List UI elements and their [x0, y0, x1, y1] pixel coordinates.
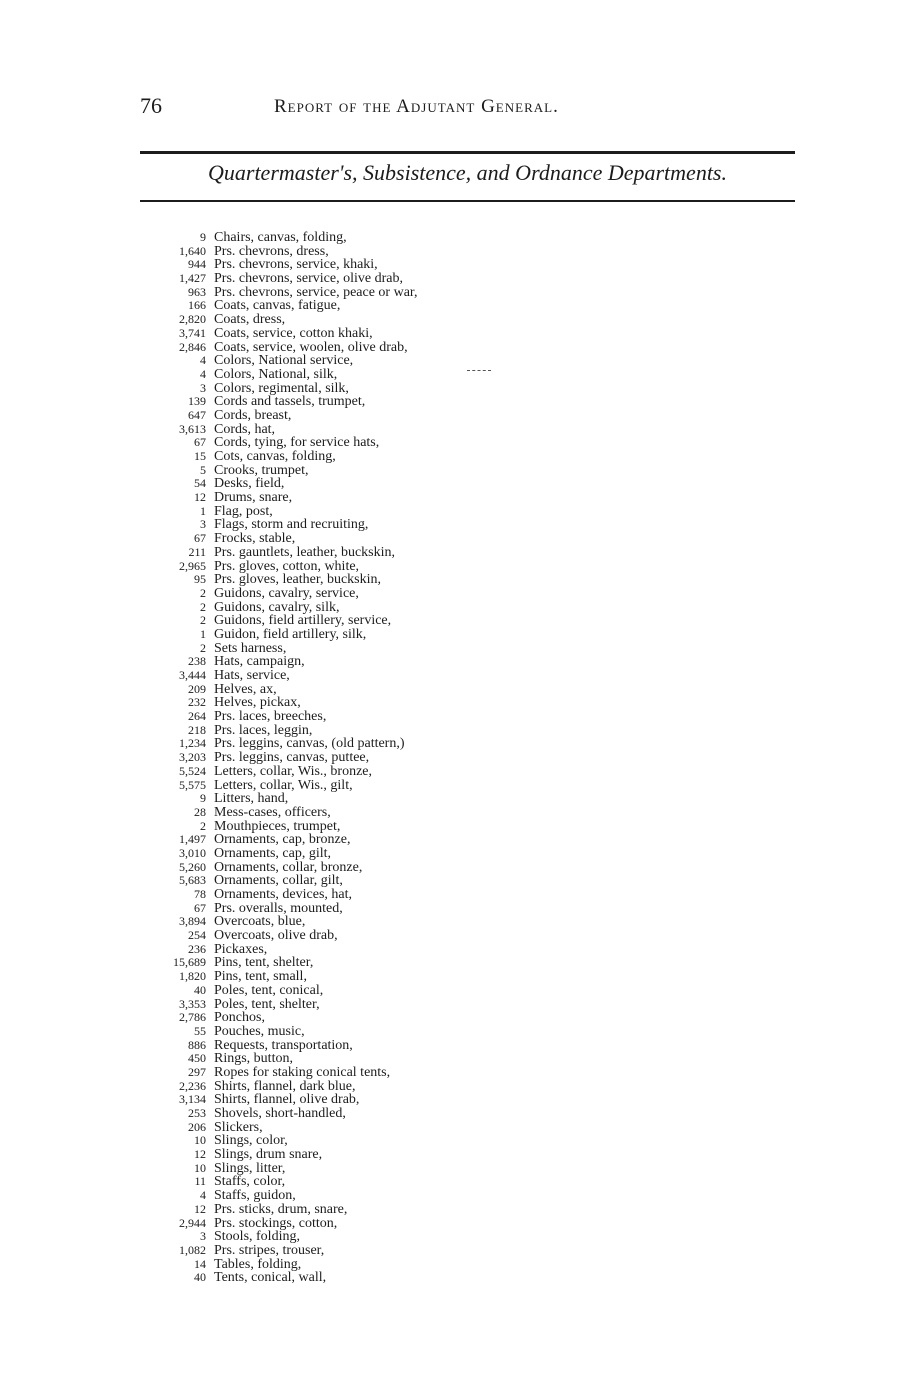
inventory-row: [150, 737, 530, 751]
item-quantity: 4: [200, 1188, 206, 1203]
item-description: Prs. chevrons, service, olive drab,: [214, 271, 403, 287]
inventory-row: [150, 587, 530, 601]
item-quantity: 963: [188, 284, 206, 299]
inventory-row: [150, 683, 530, 697]
inventory-row: [150, 1189, 530, 1203]
item-quantity: 3,894: [179, 914, 206, 929]
inventory-row: [150, 477, 530, 491]
inventory-row: [150, 601, 530, 615]
item-description: Pickaxes,: [214, 941, 268, 957]
item-quantity: 232: [188, 695, 206, 710]
item-description: Helves, ax,: [214, 681, 277, 697]
inventory-row: [150, 943, 530, 957]
item-description: Cords, breast,: [214, 407, 292, 423]
item-quantity: 3,613: [179, 421, 206, 436]
item-quantity: 2,965: [179, 558, 206, 573]
item-quantity: 3,134: [179, 1092, 206, 1107]
item-quantity: 647: [188, 407, 206, 422]
inventory-row: [150, 518, 530, 532]
item-quantity: 3,203: [179, 750, 206, 765]
inventory-row: [150, 1148, 530, 1162]
item-quantity: 2: [200, 613, 206, 628]
item-quantity: 67: [194, 900, 206, 915]
item-quantity: 2,820: [179, 312, 206, 327]
item-description: Staffs, color,: [214, 1174, 286, 1190]
item-quantity: 3: [200, 380, 206, 395]
inventory-row: [150, 765, 530, 779]
inventory-row: [150, 669, 530, 683]
item-description: Prs. gauntlets, leather, buckskin,: [214, 544, 396, 560]
inventory-row: [150, 956, 530, 970]
item-quantity: 10: [194, 1160, 206, 1175]
item-quantity: 2: [200, 818, 206, 833]
item-quantity: 5,575: [179, 777, 206, 792]
item-description: Ornaments, collar, gilt,: [214, 873, 343, 889]
item-description: Pins, tent, shelter,: [214, 955, 314, 971]
item-quantity: 14: [194, 1256, 206, 1271]
item-quantity: 3,353: [179, 996, 206, 1011]
inventory-row: [150, 833, 530, 847]
page-number: 76: [140, 93, 162, 118]
item-quantity: 5,524: [179, 763, 206, 778]
inventory-row: [150, 1052, 530, 1066]
inventory-row: [150, 628, 530, 642]
inventory-list: [150, 231, 530, 1285]
section-title: Quartermaster's, Subsistence, and Ordnance Departments.: [208, 160, 727, 185]
inventory-row: [150, 546, 530, 560]
item-description: Prs. chevrons, service, peace or war,: [214, 284, 418, 300]
item-quantity: 9: [200, 791, 206, 806]
inventory-row: [150, 1203, 530, 1217]
inventory-row: [150, 258, 530, 272]
item-description: Hats, campaign,: [214, 654, 305, 670]
item-description: Cots, canvas, folding,: [214, 449, 336, 464]
item-quantity: 1,234: [179, 736, 206, 751]
item-quantity: 28: [194, 804, 206, 819]
item-description: Hats, service,: [214, 668, 290, 683]
item-quantity: 254: [188, 928, 206, 943]
inventory-row: [150, 505, 530, 519]
inventory-row: [150, 984, 530, 998]
item-quantity: 1: [200, 626, 206, 641]
inventory-row: [150, 272, 530, 286]
item-description: Overcoats, blue,: [214, 914, 306, 930]
item-quantity: 2: [200, 640, 206, 655]
item-quantity: 1,497: [179, 832, 206, 847]
item-description: Ornaments, devices, hat,: [214, 887, 353, 902]
item-quantity: 3,741: [179, 325, 206, 340]
item-description: Rings, button,: [214, 1051, 293, 1067]
item-description: Pouches, music,: [214, 1023, 305, 1039]
inventory-row: [150, 929, 530, 943]
inventory-row: [150, 354, 530, 368]
inventory-row: [150, 779, 530, 793]
item-description: Ornaments, cap, bronze,: [214, 832, 351, 848]
item-description: Colors, National, silk,: [214, 366, 338, 382]
inventory-row: [150, 902, 530, 916]
item-description: Requests, transportation,: [214, 1037, 353, 1053]
inventory-row: [150, 915, 530, 929]
inventory-row: [150, 792, 530, 806]
inventory-row: [150, 341, 530, 355]
item-description: Prs. sticks, drum, snare,: [214, 1201, 348, 1217]
item-quantity: 2,846: [179, 339, 206, 354]
item-description: Prs. gloves, leather, buckskin,: [214, 572, 382, 588]
item-description: Slings, color,: [214, 1133, 288, 1149]
item-quantity: 211: [188, 544, 206, 559]
inventory-row: [150, 1066, 530, 1080]
item-description: Cords and tassels, trumpet,: [214, 394, 366, 410]
item-quantity: 67: [194, 435, 206, 450]
item-description: Poles, tent, shelter,: [214, 996, 320, 1012]
bottom-rule: [140, 200, 795, 202]
item-description: Flag, post,: [214, 503, 273, 519]
item-description: Ornaments, cap, gilt,: [214, 845, 332, 861]
inventory-row: [150, 998, 530, 1012]
item-quantity: 15,689: [173, 955, 206, 970]
item-description: Letters, collar, Wis., gilt,: [214, 777, 353, 793]
item-description: Prs. leggins, canvas, puttee,: [214, 750, 370, 766]
item-quantity: 12: [194, 490, 206, 505]
inventory-row: [150, 614, 530, 628]
item-description: Desks, field,: [214, 476, 285, 492]
inventory-row: [150, 299, 530, 313]
inventory-row: [150, 751, 530, 765]
inventory-row: [150, 696, 530, 710]
item-description: Tables, folding,: [214, 1256, 302, 1272]
inventory-row: [150, 1162, 530, 1176]
item-description: Prs. gloves, cotton, white,: [214, 558, 360, 574]
item-description: Slings, drum snare,: [214, 1147, 323, 1163]
inventory-row: [150, 286, 530, 300]
item-quantity: 78: [194, 887, 206, 901]
item-quantity: 9: [200, 230, 206, 244]
top-rule: [140, 151, 795, 154]
inventory-row: [150, 861, 530, 875]
item-quantity: 2: [200, 599, 206, 614]
inventory-row: [150, 1093, 530, 1107]
item-description: Prs. stripes, trouser,: [214, 1242, 325, 1258]
item-description: Helves, pickax,: [214, 695, 301, 711]
item-quantity: 886: [188, 1037, 206, 1052]
item-description: Colors, regimental, silk,: [214, 380, 349, 396]
item-description: Tents, conical, wall,: [214, 1270, 327, 1286]
item-description: Prs. stockings, cotton,: [214, 1215, 338, 1231]
item-description: Ornaments, collar, bronze,: [214, 859, 363, 875]
item-description: Coats, canvas, fatigue,: [214, 298, 341, 314]
item-quantity: 3,010: [179, 845, 206, 860]
item-description: Coats, service, cotton khaki,: [214, 325, 373, 341]
item-description: Mess-cases, officers,: [214, 804, 331, 820]
item-description: Drums, snare,: [214, 490, 293, 506]
item-quantity: 218: [188, 722, 206, 737]
item-quantity: 11: [194, 1174, 206, 1189]
inventory-row: [150, 313, 530, 327]
item-quantity: 40: [194, 1270, 206, 1285]
item-description: Chairs, canvas, folding,: [214, 230, 347, 245]
inventory-row: [150, 724, 530, 738]
inventory-row: [150, 395, 530, 409]
item-description: Colors, National service,: [214, 353, 354, 369]
item-description: Prs. overalls, mounted,: [214, 900, 343, 916]
inventory-row: [150, 327, 530, 341]
item-description: Sets harness,: [214, 640, 287, 656]
item-description: Shirts, flannel, dark blue,: [214, 1078, 356, 1094]
inventory-row: [150, 532, 530, 546]
item-quantity: 1: [200, 503, 206, 518]
item-description: Coats, service, woolen, olive drab,: [214, 339, 408, 355]
item-quantity: 4: [200, 353, 206, 368]
inventory-row: [150, 847, 530, 861]
inventory-row: [150, 1175, 530, 1189]
item-quantity: 1,427: [179, 271, 206, 286]
item-description: Stools, folding,: [214, 1229, 300, 1245]
inventory-row: [150, 423, 530, 437]
item-quantity: 3: [200, 1229, 206, 1244]
item-quantity: 2,236: [179, 1078, 206, 1093]
item-quantity: 3: [200, 517, 206, 532]
item-quantity: 12: [194, 1201, 206, 1216]
inventory-row: [150, 245, 530, 259]
inventory-row: [150, 368, 530, 382]
item-description: Frocks, stable,: [214, 531, 296, 547]
item-quantity: 12: [194, 1147, 206, 1162]
item-quantity: 206: [188, 1119, 206, 1134]
inventory-row: [150, 1258, 530, 1272]
item-quantity: 5,260: [179, 859, 206, 874]
inventory-row: [150, 1271, 530, 1285]
item-description: Pins, tent, small,: [214, 969, 307, 985]
inventory-row: [150, 409, 530, 423]
item-description: Guidons, cavalry, silk,: [214, 599, 340, 615]
item-quantity: 238: [188, 654, 206, 669]
item-quantity: 2: [200, 585, 206, 600]
item-quantity: 236: [188, 941, 206, 956]
item-quantity: 297: [188, 1064, 206, 1079]
inventory-row: [150, 491, 530, 505]
inventory-row: [150, 806, 530, 820]
item-description: Cords, tying, for service hats,: [214, 435, 380, 451]
inventory-row: [150, 1107, 530, 1121]
item-quantity: 2,786: [179, 1010, 206, 1025]
item-description: Ponchos,: [214, 1010, 265, 1026]
inventory-row: [150, 1011, 530, 1025]
item-description: Cords, hat,: [214, 421, 276, 437]
inventory-row: [150, 1080, 530, 1094]
item-description: Prs. leggins, canvas, (old pattern,): [214, 736, 405, 752]
item-quantity: 40: [194, 982, 206, 997]
item-quantity: 450: [188, 1051, 206, 1066]
item-quantity: 2,944: [179, 1215, 206, 1230]
inventory-row: [150, 820, 530, 834]
item-quantity: 139: [188, 394, 206, 409]
inventory-row: [150, 573, 530, 587]
inventory-row: [150, 888, 530, 902]
item-quantity: 944: [188, 257, 206, 272]
item-description: Shovels, short-handled,: [214, 1106, 346, 1121]
inventory-row: [150, 1244, 530, 1258]
item-description: Slings, litter,: [214, 1160, 286, 1176]
item-quantity: 95: [194, 572, 206, 587]
item-description: Staffs, guidon,: [214, 1188, 296, 1204]
item-quantity: 1,640: [179, 243, 206, 258]
item-quantity: 5: [200, 462, 206, 477]
item-quantity: 54: [194, 476, 206, 491]
item-quantity: 55: [194, 1023, 206, 1038]
item-quantity: 1,820: [179, 969, 206, 984]
inventory-row: [150, 642, 530, 656]
item-description: Prs. laces, leggin,: [214, 722, 313, 738]
item-description: Prs. chevrons, service, khaki,: [214, 257, 378, 273]
item-description: Overcoats, olive drab,: [214, 928, 338, 944]
inventory-row: [150, 382, 530, 396]
item-description: Slickers,: [214, 1119, 263, 1135]
item-quantity: 264: [188, 709, 206, 724]
item-quantity: 209: [188, 681, 206, 696]
item-description: Prs. laces, breeches,: [214, 709, 327, 725]
item-quantity: 4: [200, 366, 206, 381]
inventory-row: [150, 1025, 530, 1039]
inventory-row: [150, 1217, 530, 1231]
inventory-row: [150, 1230, 530, 1244]
item-description: Guidons, cavalry, service,: [214, 585, 359, 601]
running-head: Report of the Adjutant General.: [274, 96, 559, 117]
inventory-row: [150, 560, 530, 574]
item-quantity: 1,082: [179, 1242, 206, 1257]
inventory-row: [150, 655, 530, 669]
item-description: Guidons, field artillery, service,: [214, 613, 392, 629]
item-description: Shirts, flannel, olive drab,: [214, 1092, 360, 1108]
inventory-row: [150, 1039, 530, 1053]
item-description: Litters, hand,: [214, 791, 289, 807]
inventory-row: [150, 231, 530, 245]
item-description: Guidon, field artillery, silk,: [214, 626, 367, 642]
item-quantity: 67: [194, 531, 206, 546]
inventory-row: [150, 436, 530, 450]
item-quantity: 5,683: [179, 873, 206, 888]
item-description: Ropes for staking conical tents,: [214, 1064, 391, 1080]
item-description: Letters, collar, Wis., bronze,: [214, 763, 373, 779]
item-description: Prs. chevrons, dress,: [214, 243, 329, 259]
item-quantity: 10: [194, 1133, 206, 1148]
inventory-row: [150, 450, 530, 464]
inventory-row: [150, 1121, 530, 1135]
item-description: Poles, tent, conical,: [214, 982, 324, 998]
item-description: Coats, dress,: [214, 312, 286, 328]
item-quantity: 253: [188, 1106, 206, 1120]
item-description: Mouthpieces, trumpet,: [214, 818, 341, 834]
item-quantity: 15: [194, 449, 206, 463]
inventory-row: [150, 970, 530, 984]
inventory-row: [150, 464, 530, 478]
inventory-row: [150, 874, 530, 888]
item-description: Flags, storm and recruiting,: [214, 517, 369, 533]
item-quantity: 166: [188, 298, 206, 313]
item-quantity: 3,444: [179, 668, 206, 682]
inventory-row: [150, 710, 530, 724]
inventory-row: [150, 1134, 530, 1148]
item-description: Crooks, trumpet,: [214, 462, 309, 478]
